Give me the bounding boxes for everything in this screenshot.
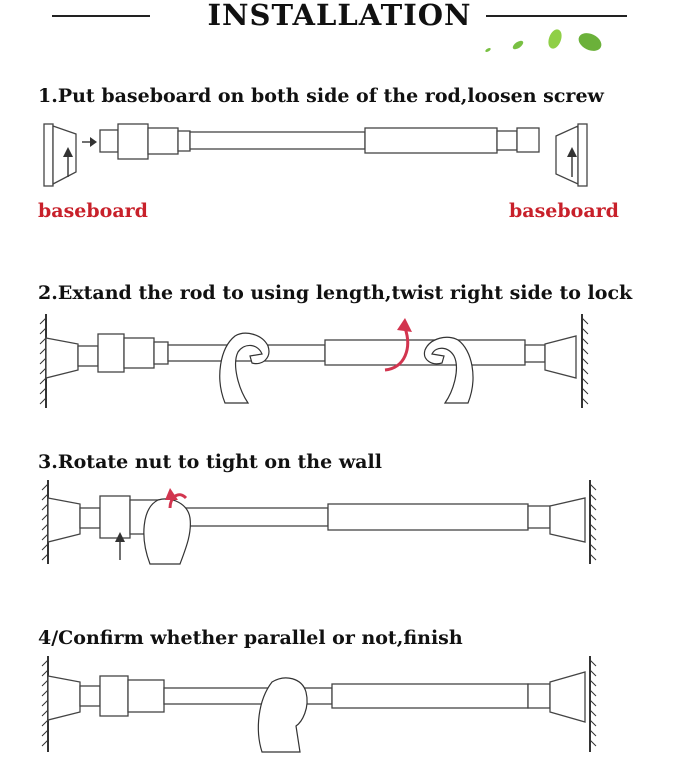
left-baseboard [46, 338, 78, 378]
right-wall [590, 656, 596, 752]
left-baseboard-icon [44, 124, 97, 186]
leaves-icon [480, 25, 610, 65]
left-wall [42, 480, 48, 564]
baseboard-label-right: baseboard [509, 200, 619, 222]
step-2-text: 2.Extand the rod to using length,twist right side to lock [38, 282, 633, 304]
right-baseboard-icon [556, 124, 587, 186]
rod [80, 676, 550, 716]
left-wall [42, 656, 48, 752]
right-baseboard [545, 336, 576, 378]
left-baseboard [48, 498, 80, 542]
hand-icon [144, 499, 191, 564]
right-baseboard [550, 672, 585, 722]
step-2-diagram [0, 308, 679, 418]
step-3-diagram [0, 478, 679, 568]
page-title: INSTALLATION [0, 0, 679, 32]
rod [100, 124, 539, 159]
step-1-diagram [0, 112, 679, 202]
left-baseboard [48, 676, 80, 720]
step-3-text: 3.Rotate nut to tight on the wall [38, 451, 382, 473]
step-4-text: 4/Confirm whether parallel or not,finish [38, 627, 463, 649]
left-hand-icon [220, 333, 269, 403]
right-wall [582, 314, 588, 408]
baseboard-label-left: baseboard [38, 200, 148, 222]
right-baseboard [550, 498, 585, 542]
step-4-diagram [0, 652, 679, 759]
right-wall [590, 480, 596, 564]
step-1-text: 1.Put baseboard on both side of the rod,loosen screw [38, 85, 604, 107]
left-wall [40, 314, 46, 408]
rod [78, 334, 545, 372]
